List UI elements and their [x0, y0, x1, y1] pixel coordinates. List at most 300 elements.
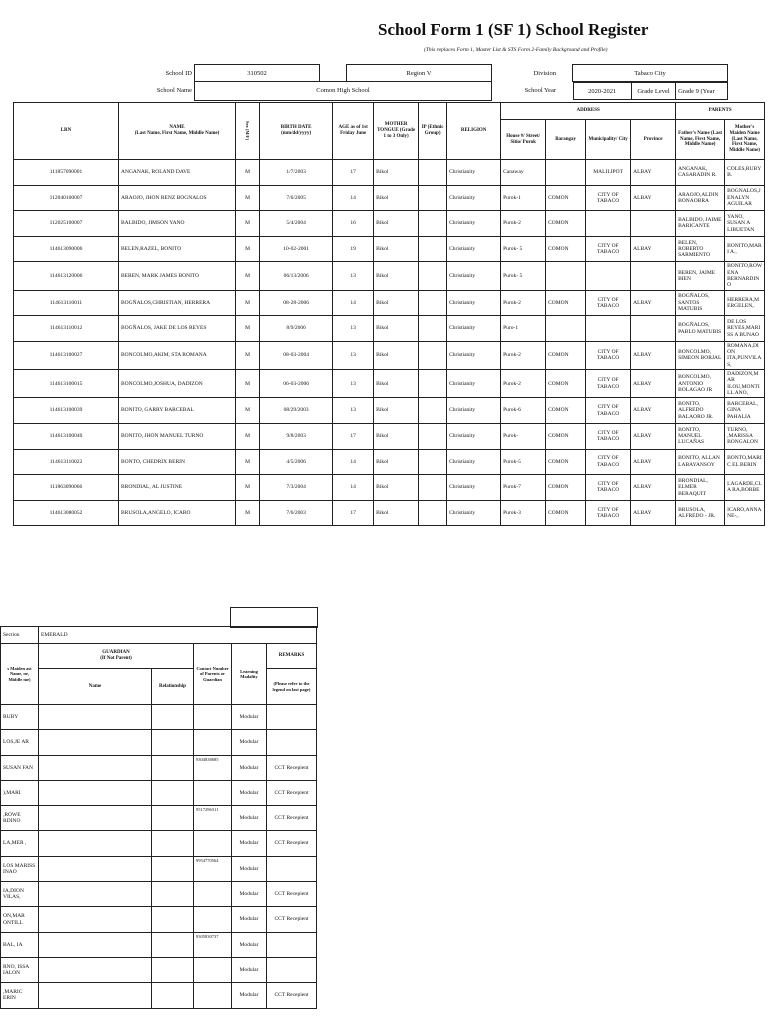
table-row	[14, 475, 765, 501]
mother-cell: LA,MER ,	[1, 831, 39, 856]
col-name-title: NAME	[169, 125, 185, 131]
province-cell: ALBAY	[631, 500, 676, 526]
col-municipality: Municipality/ City	[586, 120, 631, 160]
tongue-cell: Bikol	[374, 423, 419, 449]
contact-cell: 9305830737	[194, 932, 232, 957]
name-cell: BRONDIAL, AL JUSTINE	[119, 475, 236, 501]
name-cell: BONTO, CHEDRIX BERIN	[119, 449, 236, 475]
religion-cell: Christianity	[447, 398, 501, 424]
contact-cell	[194, 882, 232, 907]
mother-cell: BONITO,ROWENA BERNARDINO	[725, 262, 765, 290]
relationship-cell	[152, 730, 194, 755]
tongue-cell: Bikol	[374, 262, 419, 290]
col-address: ADDRESS	[501, 103, 676, 120]
province-cell	[631, 211, 676, 237]
grade-level-label: Grade Level	[631, 83, 675, 100]
tongue-cell: Bikol	[374, 449, 419, 475]
ip-cell	[419, 370, 447, 398]
mother-cell: LAGARDE,CLA RA,BORBE	[725, 475, 765, 501]
province-cell: ALBAY	[631, 290, 676, 316]
col-barangay: Barangay	[546, 120, 586, 160]
sex-cell: M	[236, 398, 260, 424]
house-cell: Purok-7	[501, 475, 546, 501]
contact-cell: 9304838685	[194, 755, 232, 780]
age-cell: 17	[333, 160, 374, 186]
tongue-cell: Bikol	[374, 475, 419, 501]
mother-cell: DE LOS REYES,MARISS A BUNAO	[725, 316, 765, 342]
mother-cell: ,MARIC ERIN	[1, 983, 39, 1008]
house-cell: Purok-2	[501, 341, 546, 369]
tongue-cell: Bikol	[374, 211, 419, 237]
birth-cell: 7/6/2003	[260, 500, 333, 526]
relationship-cell	[152, 831, 194, 856]
remarks-cell: CCT Recepient	[267, 780, 317, 805]
table-row	[14, 262, 765, 290]
guardian-name-cell	[39, 780, 152, 805]
table-row	[1, 780, 317, 805]
barangay-cell: COMON	[546, 475, 586, 501]
ip-cell	[419, 160, 447, 186]
mother-cell: HERRERA,MERGELEN,.	[725, 290, 765, 316]
father-cell: BALBIDO, JAIME BARICANTE	[676, 211, 725, 237]
father-cell: BOGÑALOS, PABLO MATUBIS	[676, 316, 725, 342]
table-row	[1, 831, 317, 856]
age-cell: 13	[333, 341, 374, 369]
contact-cell: 9954770564	[194, 856, 232, 881]
city-cell: CITY OF TABACO	[586, 341, 631, 369]
guardian-table	[0, 626, 317, 1009]
sex-cell: M	[236, 262, 260, 290]
modality-cell: Modular	[232, 907, 267, 932]
modality-cell: Modular	[232, 932, 267, 957]
house-cell: Purok-2	[501, 370, 546, 398]
table-row	[14, 160, 765, 186]
name-cell: BONITO, GARRY BARCEBAL	[119, 398, 236, 424]
guardian-name-cell	[39, 730, 152, 755]
barangay-cell	[546, 160, 586, 186]
guardian-name-cell	[39, 705, 152, 730]
name-cell: BALBIDO, JIMSON YANO	[119, 211, 236, 237]
mother-cell: LOS MARISS INAO	[1, 856, 39, 881]
sex-cell: M	[236, 160, 260, 186]
contact-cell	[194, 780, 232, 805]
name-cell: BOGÑALOS, JAKE DE LOS REYES	[119, 316, 236, 342]
barangay-cell: COMON	[546, 423, 586, 449]
age-cell: 17	[333, 423, 374, 449]
lrn-cell: 114613080052	[14, 500, 119, 526]
birth-cell: 10-02-2001	[260, 236, 333, 262]
table-row	[1, 983, 317, 1008]
city-cell: CITY OF TABACO	[586, 475, 631, 501]
col-lrn: LRN	[14, 103, 119, 160]
house-cell: Purok-3	[501, 500, 546, 526]
lrn-cell: 114613110012	[14, 316, 119, 342]
name-cell: BEREN, MARK JAMES BONITO	[119, 262, 236, 290]
father-cell: BOGÑALOS, SANTOS MATUBIS	[676, 290, 725, 316]
contact-cell	[194, 957, 232, 982]
barangay-cell: COMON	[546, 290, 586, 316]
barangay-cell: COMON	[546, 236, 586, 262]
birth-cell: 9/8/2003	[260, 423, 333, 449]
relationship-cell	[152, 983, 194, 1008]
section-value: EMERALD	[39, 627, 317, 644]
mother-cell: COLES,RUBY B.	[725, 160, 765, 186]
guardian-rows	[1, 705, 317, 1009]
city-cell: CITY OF TABACO	[586, 370, 631, 398]
col-ip: IP (Ethnic Group)	[419, 103, 447, 160]
table-row	[14, 398, 765, 424]
remarks-cell	[267, 730, 317, 755]
province-cell: ALBAY	[631, 370, 676, 398]
col-age: AGE as of 1st Friday June	[333, 103, 374, 160]
name-cell: BONCOLMO,JOSHUA, DADIZON	[119, 370, 236, 398]
sex-cell: M	[236, 423, 260, 449]
table-row	[14, 211, 765, 237]
house-cell: Purok- 5	[501, 236, 546, 262]
tongue-cell: Bikol	[374, 160, 419, 186]
province-cell: ALBAY	[631, 236, 676, 262]
ip-cell	[419, 290, 447, 316]
city-cell	[586, 316, 631, 342]
birth-cell: 5/4/2004	[260, 211, 333, 237]
barangay-cell	[546, 262, 586, 290]
contact-cell	[194, 705, 232, 730]
lrn-cell: 111857090001	[14, 160, 119, 186]
ip-cell	[419, 316, 447, 342]
tongue-cell: Bikol	[374, 316, 419, 342]
house-cell: Purok-2	[501, 211, 546, 237]
relationship-cell	[152, 932, 194, 957]
province-cell: ALBAY	[631, 185, 676, 211]
col-name-sub: (Last Name, First Name, Middle Name)	[134, 131, 220, 136]
tongue-cell: Bikol	[374, 500, 419, 526]
tongue-cell: Bikol	[374, 236, 419, 262]
table-row	[14, 423, 765, 449]
table-row	[1, 705, 317, 730]
religion-cell: Christianity	[447, 185, 501, 211]
mother-cell: ON,MAR ONTILL	[1, 907, 39, 932]
religion-cell: Christianity	[447, 211, 501, 237]
religion-cell: Christianity	[447, 236, 501, 262]
guardian-name-cell	[39, 882, 152, 907]
school-year-label: School Year	[524, 87, 556, 95]
division-value: Tabaco City	[573, 65, 728, 82]
ip-cell	[419, 398, 447, 424]
school-id-value: 310502	[195, 65, 320, 82]
table-row	[14, 316, 765, 342]
barangay-cell: COMON	[546, 211, 586, 237]
father-cell: BELEN, ROBERTO SARMIENTO	[676, 236, 725, 262]
relationship-cell	[152, 780, 194, 805]
age-cell: 19	[333, 236, 374, 262]
father-cell: ANGANAK, CASARADIN R.	[676, 160, 725, 186]
barangay-cell: COMON	[546, 398, 586, 424]
school-id-label: School ID	[165, 69, 192, 77]
mother-cell: ),MARI	[1, 780, 39, 805]
ip-cell	[419, 262, 447, 290]
religion-cell: Christianity	[447, 290, 501, 316]
modality-cell: Modular	[232, 755, 267, 780]
remarks-cell: CCT Recepient	[267, 831, 317, 856]
father-cell: BONCOLMO, ANTONIO BOLAGAO JR	[676, 370, 725, 398]
house-cell: Purok-6	[501, 398, 546, 424]
age-cell: 13	[333, 316, 374, 342]
register-table	[13, 102, 765, 526]
mother-cell: LOS,JE AR	[1, 730, 39, 755]
col-remarks: REMARKS	[267, 644, 317, 669]
religion-cell: Christianity	[447, 500, 501, 526]
remarks-cell: CCT Recepient	[267, 907, 317, 932]
ip-cell	[419, 449, 447, 475]
contact-cell	[194, 730, 232, 755]
age-cell: 13	[333, 370, 374, 398]
name-cell: BOGÑALOS,CHRISTIAN, HERRERA	[119, 290, 236, 316]
col-birth-sub: (mm/dd/yyyy)	[281, 131, 312, 136]
city-cell: CITY OF TABACO	[586, 236, 631, 262]
col-province: Province	[631, 120, 676, 160]
remarks-cell	[267, 705, 317, 730]
guardian-name-cell	[39, 856, 152, 881]
province-cell: ALBAY	[631, 449, 676, 475]
modality-cell: Modular	[232, 983, 267, 1008]
age-cell: 14	[333, 475, 374, 501]
table-row	[1, 856, 317, 881]
age-cell: 17	[333, 500, 374, 526]
lrn-cell: 114613120006	[14, 262, 119, 290]
age-cell: 13	[333, 398, 374, 424]
relationship-cell	[152, 755, 194, 780]
city-cell	[586, 211, 631, 237]
ip-cell	[419, 500, 447, 526]
age-cell: 14	[333, 290, 374, 316]
mother-cell: RUBY	[1, 705, 39, 730]
name-cell: BONCOLMO,AKIM, STA ROMANA	[119, 341, 236, 369]
birth-cell: 8/9/2006	[260, 316, 333, 342]
age-cell: 14	[333, 449, 374, 475]
lrn-cell: 114613110011	[14, 290, 119, 316]
guardian-name-cell	[39, 932, 152, 957]
city-cell: CITY OF TABACO	[586, 449, 631, 475]
tongue-cell: Bikol	[374, 185, 419, 211]
lrn-cell: 114613110022	[14, 449, 119, 475]
birth-cell: 06-03-2006	[260, 370, 333, 398]
religion-cell: Christianity	[447, 262, 501, 290]
house-cell: Puro-1	[501, 316, 546, 342]
relationship-cell	[152, 806, 194, 831]
remarks-cell	[267, 932, 317, 957]
ip-cell	[419, 475, 447, 501]
province-cell: ALBAY	[631, 423, 676, 449]
province-cell: ALBAY	[631, 160, 676, 186]
father-cell: BRONDIAL, ELMER BERAQUIT	[676, 475, 725, 501]
col-mother: Mother's Maiden Name (Last Name, First Name, Middle Name)	[725, 120, 765, 160]
contact-cell: 9517296311	[194, 806, 232, 831]
birth-cell: 7/6/2005	[260, 185, 333, 211]
table-row	[14, 290, 765, 316]
barangay-cell	[546, 316, 586, 342]
religion-cell: Christianity	[447, 475, 501, 501]
modality-cell: Modular	[232, 705, 267, 730]
table-row	[1, 730, 317, 755]
col-mother-maiden: s Maiden ast Name, ne, Middle me)	[1, 644, 39, 705]
remarks-cell: CCT Recepient	[267, 806, 317, 831]
ip-cell	[419, 236, 447, 262]
guardian-name-cell	[39, 831, 152, 856]
school-year-value: 2020-2021	[573, 83, 631, 100]
school-info	[0, 64, 728, 101]
tongue-cell: Bikol	[374, 370, 419, 398]
mother-cell: YANO, SUSAN A LIBUETAN	[725, 211, 765, 237]
father-cell: BONITO, MANUEL LUCAÑAS	[676, 423, 725, 449]
father-cell: BRUSOLA, ALFREDO - JR.	[676, 500, 725, 526]
table-row	[1, 806, 317, 831]
father-cell: BONCOLMO, SIMEON BORJAL	[676, 341, 725, 369]
religion-cell: Christianity	[447, 423, 501, 449]
sex-cell: M	[236, 185, 260, 211]
col-sex-label: Sex (M/F)	[245, 121, 251, 141]
barangay-cell: COMON	[546, 341, 586, 369]
col-guardian	[39, 644, 194, 669]
father-cell: BONITO, ALFREDO BALAORO JR.	[676, 398, 725, 424]
sex-cell: M	[236, 500, 260, 526]
lrn-cell: 114613100040	[14, 423, 119, 449]
city-cell: CITY OF TABACO	[586, 398, 631, 424]
section-label: Section	[1, 627, 39, 644]
mother-cell: ROMANA,DION ITA,PUNVILAS,	[725, 341, 765, 369]
table-row	[14, 500, 765, 526]
col-guardian-name: Name	[39, 669, 152, 705]
table-row	[14, 370, 765, 398]
city-cell: CITY OF TABACO	[586, 423, 631, 449]
student-rows	[14, 160, 765, 526]
ip-cell	[419, 211, 447, 237]
barangay-cell: COMON	[546, 500, 586, 526]
religion-cell: Christianity	[447, 341, 501, 369]
age-cell: 13	[333, 262, 374, 290]
modality-cell: Modular	[232, 831, 267, 856]
name-cell: BELEN,RAZEL, BONITO	[119, 236, 236, 262]
tongue-cell: Bikol	[374, 290, 419, 316]
region-value: Region V	[347, 65, 492, 82]
col-name	[119, 103, 236, 160]
barangay-cell: COMON	[546, 185, 586, 211]
age-cell: 16	[333, 211, 374, 237]
mother-cell: BONTO,MARIC EL BERIN	[725, 449, 765, 475]
relationship-cell	[152, 856, 194, 881]
sex-cell: M	[236, 211, 260, 237]
sex-cell: M	[236, 449, 260, 475]
province-cell	[631, 262, 676, 290]
mother-cell: DADIZON,MAR ILOU,MONTILL ANO,	[725, 370, 765, 398]
lrn-cell: 114613090006	[14, 236, 119, 262]
mother-cell: BARCEBAL, GINA PAHALIA	[725, 398, 765, 424]
form-title: School Form 1 (SF 1) School Register	[378, 20, 649, 39]
col-birth	[260, 103, 333, 160]
guardian-name-cell	[39, 957, 152, 982]
city-cell: MALILIPOT	[586, 160, 631, 186]
lrn-cell: 111863090066	[14, 475, 119, 501]
religion-cell: Christianity	[447, 370, 501, 398]
sex-cell: M	[236, 236, 260, 262]
ip-cell	[419, 423, 447, 449]
lrn-cell: 112025100007	[14, 211, 119, 237]
table-row	[14, 449, 765, 475]
mother-cell: RNO, ISSA IALON	[1, 957, 39, 982]
remarks-cell: CCT Recepient	[267, 882, 317, 907]
lrn-cell: 114613100015	[14, 370, 119, 398]
relationship-cell	[152, 705, 194, 730]
remarks-cell	[267, 856, 317, 881]
table-row	[1, 882, 317, 907]
religion-cell: Christianity	[447, 160, 501, 186]
blank-header-box	[230, 607, 318, 628]
lrn-cell: 114613100027	[14, 341, 119, 369]
form-subtitle: (This replaces Form 1, Master List & STS Form 2-Family Background and Profile)	[424, 47, 608, 53]
sex-cell: M	[236, 370, 260, 398]
col-modality: Learning Modality	[232, 644, 267, 705]
grade-level-value: Grade 9 (Year	[676, 83, 727, 100]
birth-cell: 08-28-2006	[260, 290, 333, 316]
modality-cell: Modular	[232, 882, 267, 907]
table-row	[14, 341, 765, 369]
religion-cell: Christianity	[447, 449, 501, 475]
col-guardian-title: GUARDIAN	[102, 650, 130, 656]
relationship-cell	[152, 882, 194, 907]
mother-cell: TURNO, ,MARISSA BONGALON	[725, 423, 765, 449]
birth-cell: 08/29/2003	[260, 398, 333, 424]
table-row	[14, 185, 765, 211]
birth-cell: 1/7/2003	[260, 160, 333, 186]
city-cell: CITY OF TABACO	[586, 290, 631, 316]
table-row	[1, 755, 317, 780]
table-row	[1, 957, 317, 982]
division-label: Division	[533, 69, 556, 77]
house-cell: Purok-5	[501, 449, 546, 475]
city-cell: CITY OF TABACO	[586, 500, 631, 526]
mother-cell: ,ROWE RDINO	[1, 806, 39, 831]
name-cell: ANGANAK, ROLAND DAVE	[119, 160, 236, 186]
house-cell: Purok-1	[501, 185, 546, 211]
guardian-name-cell	[39, 806, 152, 831]
birth-cell: 4/5/2006	[260, 449, 333, 475]
sex-cell: M	[236, 341, 260, 369]
sex-cell: M	[236, 290, 260, 316]
mother-cell: BAL, IA	[1, 932, 39, 957]
mother-cell: SUSAN FAN	[1, 755, 39, 780]
city-cell: CITY OF TABACO	[586, 185, 631, 211]
remarks-cell	[267, 957, 317, 982]
father-cell: ARAOJO,ALDIN BONAOBRA	[676, 185, 725, 211]
modality-cell: Modular	[232, 856, 267, 881]
province-cell: ALBAY	[631, 398, 676, 424]
guardian-name-cell	[39, 983, 152, 1008]
birth-cell: 08-03-2004	[260, 341, 333, 369]
age-cell: 14	[333, 185, 374, 211]
province-cell: ALBAY	[631, 341, 676, 369]
name-cell: BONITO, JHON MANUEL TURNO	[119, 423, 236, 449]
table-row	[14, 236, 765, 262]
col-religion: RELIGION	[447, 103, 501, 160]
sex-cell: M	[236, 475, 260, 501]
col-parents: PARENTS	[676, 103, 765, 120]
city-cell	[586, 262, 631, 290]
mother-cell: IA,DION VILAS,	[1, 882, 39, 907]
contact-cell	[194, 831, 232, 856]
house-cell: Purok-2	[501, 290, 546, 316]
sex-cell: M	[236, 316, 260, 342]
col-relationship: Relationship	[152, 669, 194, 705]
province-cell	[631, 316, 676, 342]
